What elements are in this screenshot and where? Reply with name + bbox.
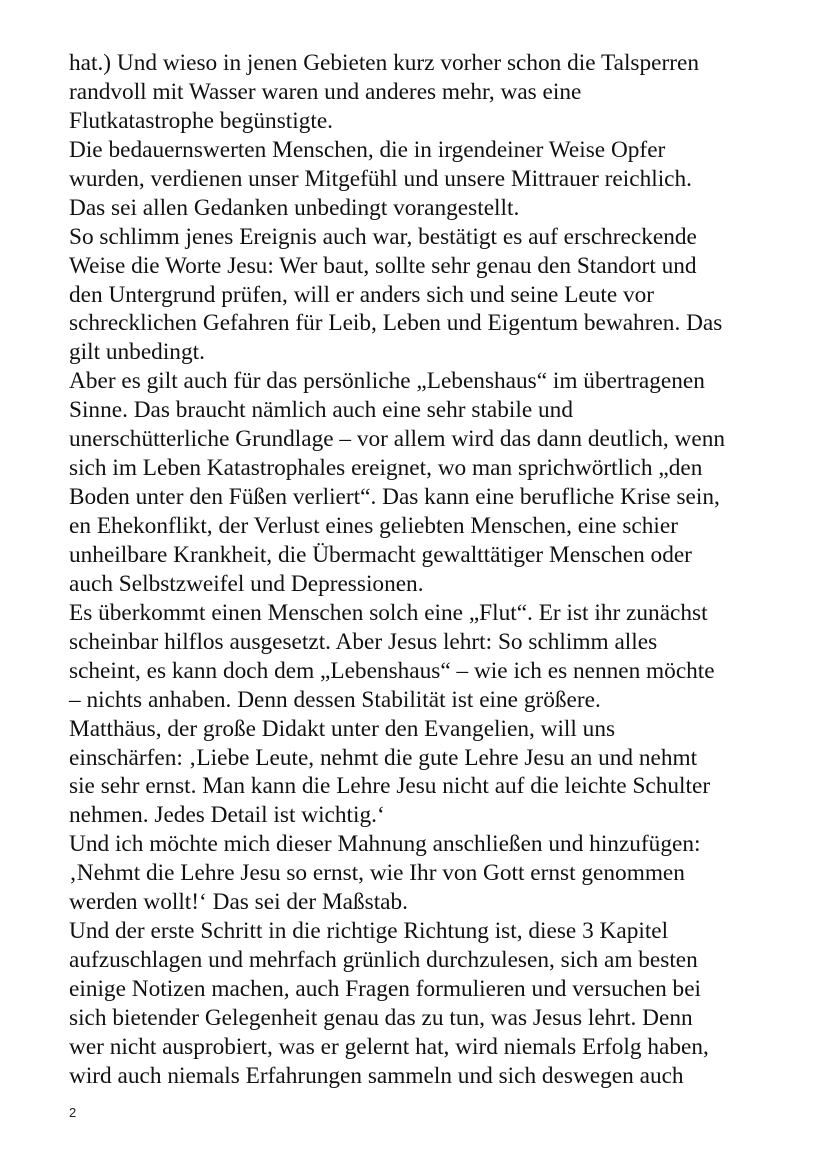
text-line: sie sehr ernst. Man kann die Lehre Jesu nicht auf die leichte Schulter — [69, 773, 711, 800]
text-line: Es überkommt einen Menschen solch eine „Flut“. Er ist ihr zunächst — [69, 599, 708, 626]
text-line: unerschütterliche Grundlage – vor allem wird das dann deutlich, wenn — [69, 426, 725, 453]
text-line: sich bietender Gelegenheit genau das zu tun, was Jesus lehrt. Denn — [69, 1004, 693, 1031]
text-line: Die bedauernswerten Menschen, die in irgendeiner Weise Opfer — [69, 136, 666, 163]
text-line: wer nicht ausprobiert, was er gelernt hat, wird niemals Erfolg haben, — [69, 1033, 709, 1060]
page-number: 2 — [69, 1105, 77, 1120]
text-line: sich im Leben Katastrophales ereignet, wo man sprichwörtlich „den — [69, 455, 703, 482]
text-line: auch Selbstzweifel und Depressionen. — [69, 570, 424, 597]
text-line: Weise die Worte Jesu: Wer baut, sollte sehr genau den Standort und — [69, 252, 697, 279]
text-line: unheilbare Krankheit, die Übermacht gewalttätiger Menschen oder — [69, 541, 692, 568]
text-line: Das sei allen Gedanken unbedingt vorangestellt. — [69, 194, 520, 221]
text-line: Und der erste Schritt in die richtige Richtung ist, diese 3 Kapitel — [69, 918, 669, 945]
text-line: en Ehekonflikt, der Verlust eines geliebten Menschen, eine schier — [69, 513, 678, 539]
text-line: Flutkatastrophe begünstigte. — [69, 107, 333, 134]
text-line: schrecklichen Gefahren für Leib, Leben und Eigentum bewahren. Das — [69, 310, 723, 337]
text-line: So schlimm jenes Ereignis auch war, bestätigt es auf erschreckende — [69, 223, 697, 250]
text-line: werden wollt!‘ Das sei der Maßstab. — [69, 889, 408, 916]
text-line: einschärfen: ‚Liebe Leute, nehmt die gute Lehre Jesu an und nehmt — [69, 744, 698, 771]
text-line: ‚Nehmt die Lehre Jesu so ernst, wie Ihr von Gott ernst genommen — [69, 860, 685, 887]
text-line: Boden unter den Füßen verliert“. Das kann eine berufliche Krise sein, — [69, 484, 720, 511]
body-text — [69, 49, 789, 1091]
text-line: den Untergrund prüfen, will er anders sich und seine Leute vor — [69, 281, 655, 308]
text-line: Und ich möchte mich dieser Mahnung anschließen und hinzufügen: — [69, 831, 701, 858]
text-line: aufzuschlagen und mehrfach grünlich durchzulesen, sich am besten — [69, 947, 698, 974]
text-line: gilt unbedingt. — [69, 339, 205, 366]
text-line: wurden, verdienen unser Mitgefühl und unsere Mittrauer reichlich. — [69, 165, 692, 192]
text-line: scheinbar hilflos ausgesetzt. Aber Jesus lehrt: So schlimm alles — [69, 628, 658, 655]
text-line: scheint, es kann doch dem „Lebenshaus“ – wie ich es nennen möchte — [69, 657, 715, 684]
text-line: Aber es gilt auch für das persönliche „Lebenshaus“ im übertragenen — [69, 368, 705, 395]
text-line: wird auch niemals Erfahrungen sammeln und sich deswegen auch — [69, 1062, 684, 1089]
text-line: Sinne. Das braucht nämlich auch eine sehr stabile und — [69, 397, 573, 424]
text-line: randvoll mit Wasser waren und anderes mehr, was eine — [69, 78, 582, 105]
text-line: nehmen. Jedes Detail ist wichtig.‘ — [69, 802, 385, 829]
text-line: einige Notizen machen, auch Fragen formulieren und versuchen bei — [69, 976, 702, 1002]
text-line: hat.) Und wieso in jenen Gebieten kurz vorher schon die Talsperren — [69, 50, 699, 76]
text-line: – nichts anhaben. Denn dessen Stabilität ist eine größere. — [69, 686, 601, 713]
text-line: Matthäus, der große Didakt unter den Evangelien, will uns — [69, 715, 616, 742]
